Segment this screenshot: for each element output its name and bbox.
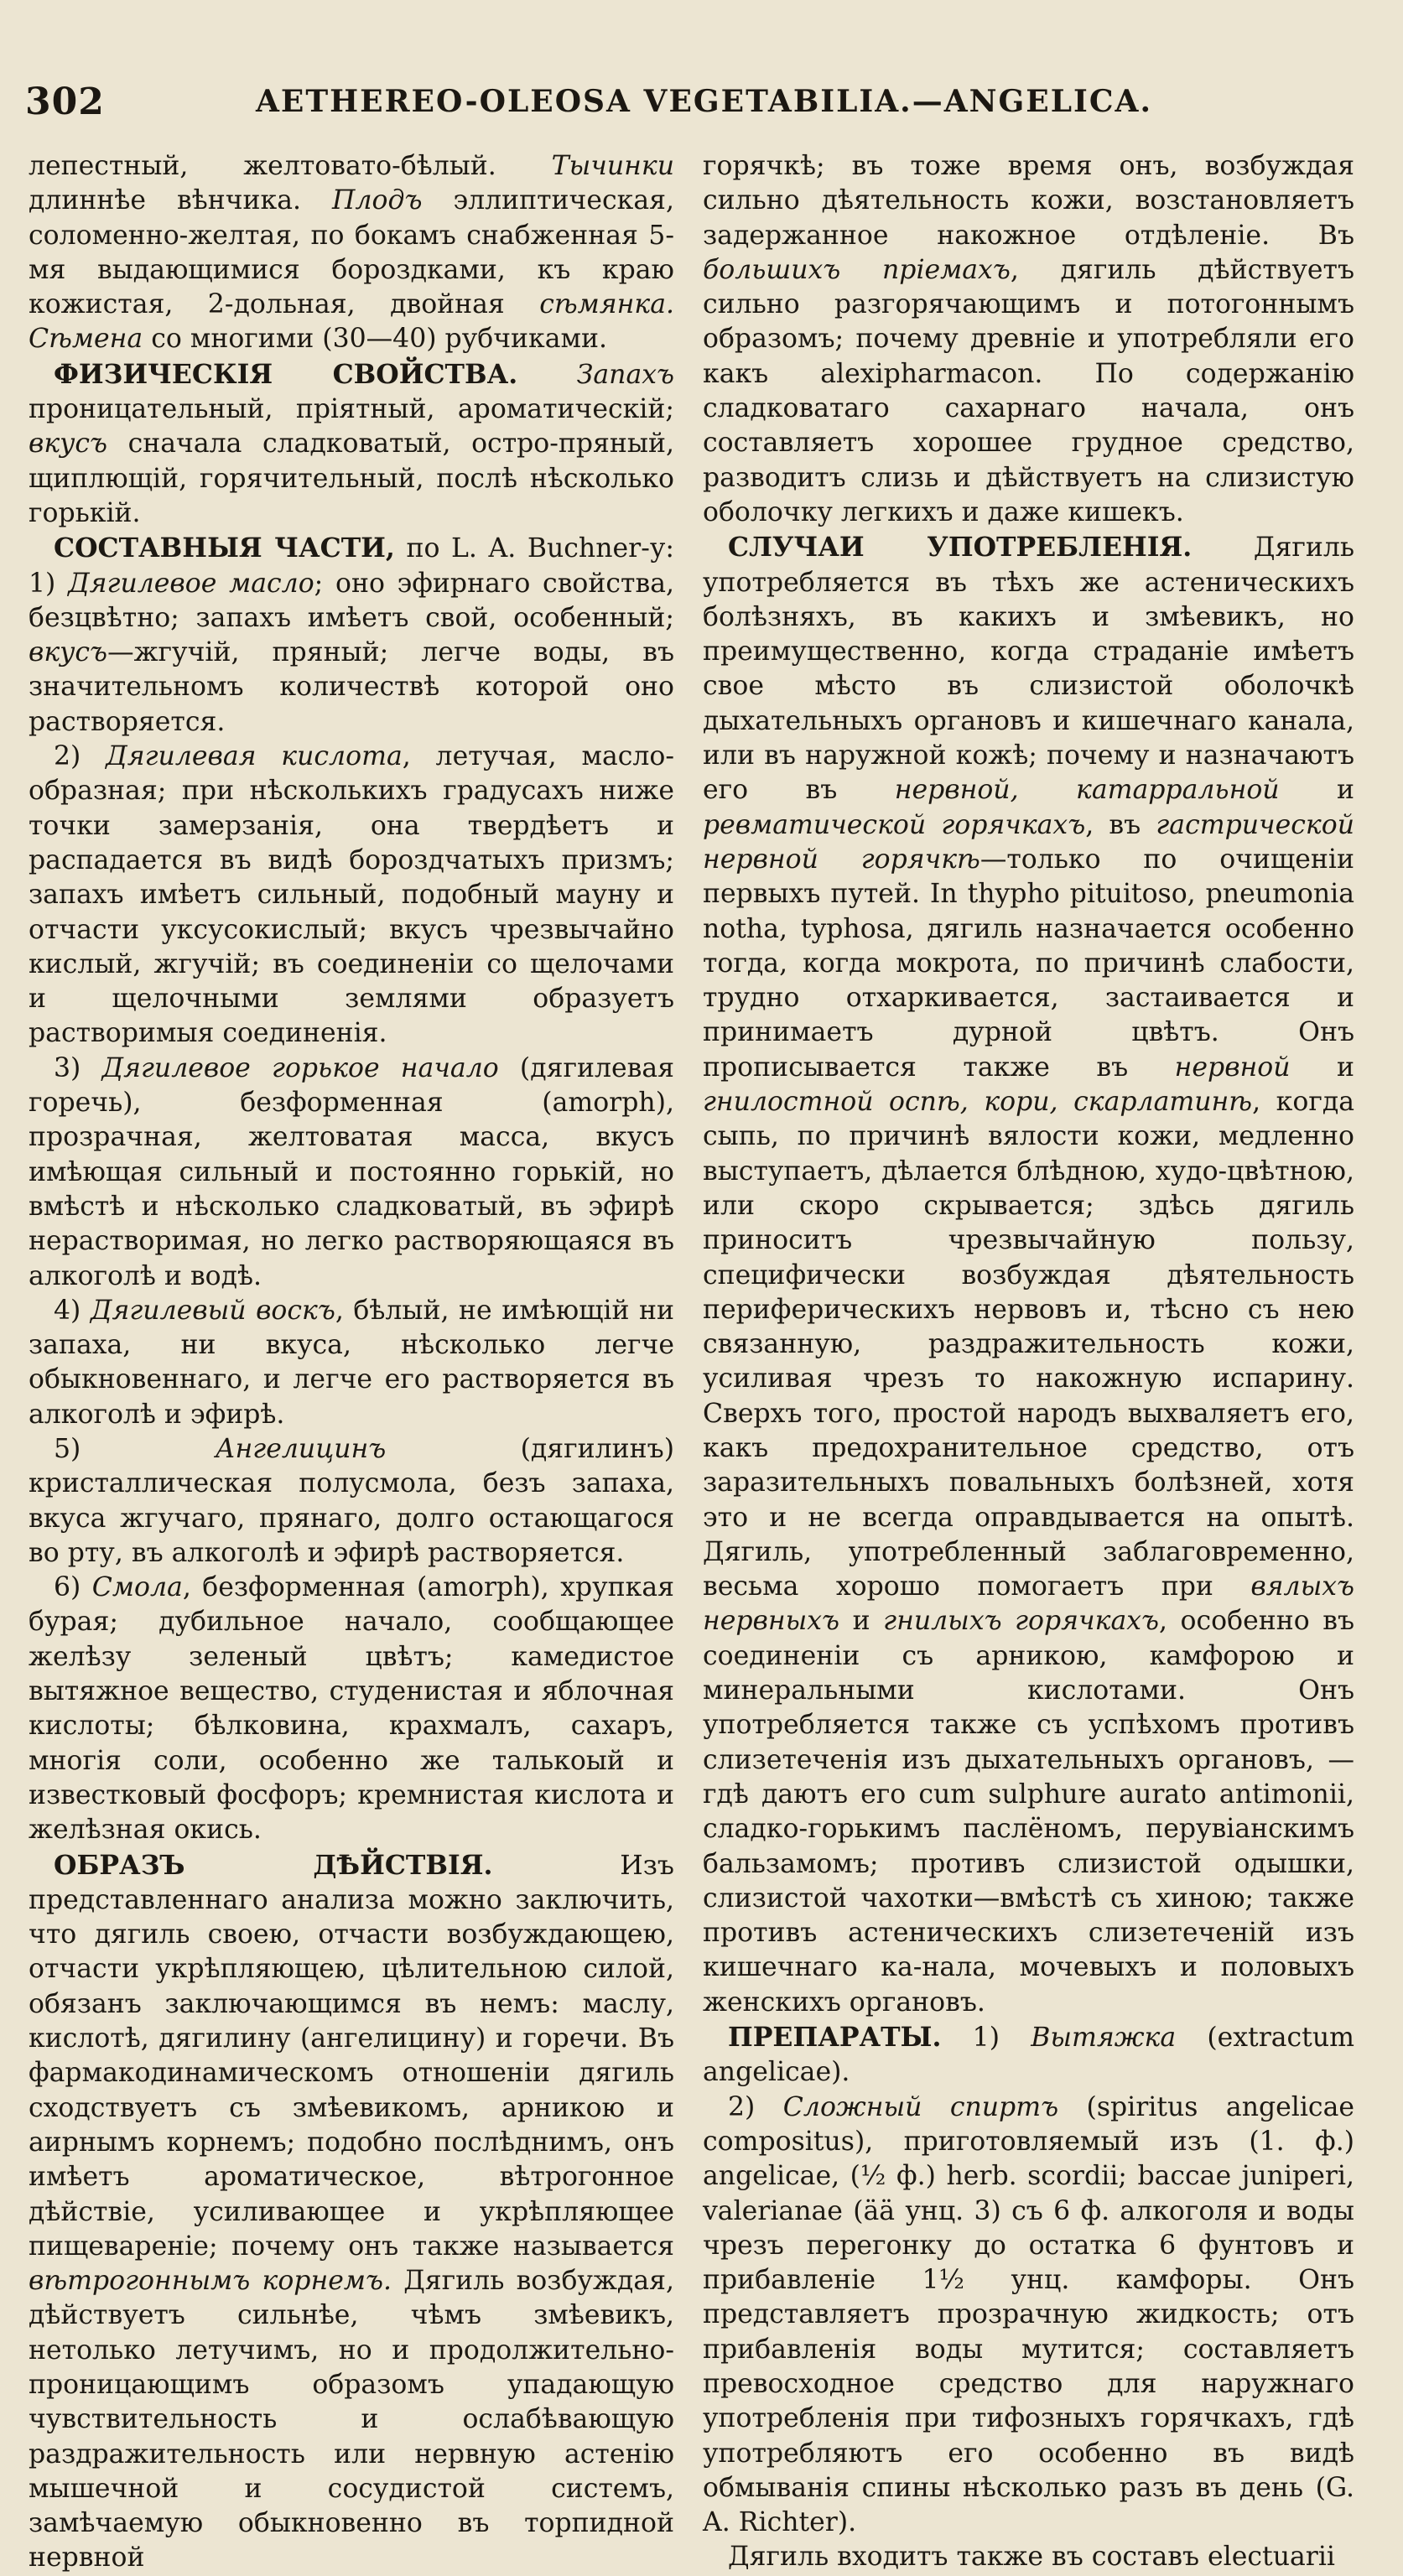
text-run: Дягиль возбуждая, дѣйствуетъ сильнѣе, чѣмъ змѣевикъ, нетолько летучимъ, но и продолжительно-проницающимъ образомъ упадающую чувствительность и ослабѣвающую раздражительность или нервную астенію мышечной и сосудистой системъ, замѣчаемую обыкновенно въ торпидной нервной xyxy=(29,2266,674,2573)
emphasis-text: Дягилевый воскъ xyxy=(90,1295,335,1326)
text-run: , безформенная (amorph), хрупкая бурая; дубильное начало, сообщающее желѣзу зеленый цвѣтъ; камедистое вытяжное вещество, студенистая и яблочная кислоты; бѣлковина, крахмалъ, сахаръ, многія соли, особенно же талькоый и известковый фосфоръ; кремнистая кислота и желѣзная окись. xyxy=(29,1572,675,1846)
emphasis-text: Плодъ xyxy=(332,185,423,216)
text-run xyxy=(517,360,577,390)
emphasis-text: Сложный спиртъ xyxy=(782,2091,1059,2122)
paragraph xyxy=(29,149,674,357)
text-run: и xyxy=(839,1606,884,1637)
paragraph xyxy=(29,1294,674,1432)
emphasis-text: вкусъ xyxy=(29,428,108,460)
page-number: 302 xyxy=(25,80,105,123)
emphasis-text: ревматической горячкахъ xyxy=(703,809,1086,840)
text-run: эллиптическая, соломенно-желтая, по бокамъ снабженная 5-мя выдающимися бороздками, къ краю кожистая, 2-дольная, двойная xyxy=(29,185,674,320)
text-run: и xyxy=(1290,1052,1354,1083)
text-run: , летучая, масло-образная; при нѣсколькихъ градусахъ ниже точки замерзанія, она твердѣетъ и распадается въ видѣ бороздчатыхъ призмъ; запахъ имѣетъ сильный, подобный мауну и отчасти уксусокислый; вкусъ чрезвычайно кислый, жгучій; въ соединеніи со щелочами и щелочными землями образуетъ растворимыя соединенія. xyxy=(29,741,675,1049)
emphasis-text: сѣмянка. xyxy=(539,289,674,320)
text-run: , въ xyxy=(1085,809,1156,840)
left-column xyxy=(29,149,674,2576)
emphasis-text: гнилостной оспѣ, кори, скарлатинѣ xyxy=(703,1087,1253,1118)
emphasis-text: вкусъ xyxy=(29,637,108,668)
emphasis-text: Ангелицинъ xyxy=(215,1433,387,1464)
text-run: —только по очищеніи первыхъ путей. In thypho pituitoso, pneumonia notha, typhosa, дягиль назначается особенно тогда, когда мокрота, по причинѣ слабости, трудно отхаркивается, застаивается и принимаетъ дурной цвѣтъ. Онъ прописывается также въ xyxy=(703,844,1355,1083)
paragraph xyxy=(29,1052,674,1294)
paragraph xyxy=(29,740,674,1052)
paragraph xyxy=(29,531,674,740)
emphasis-text: Смола xyxy=(91,1572,183,1603)
running-title: AETHEREO-OLEOSA VEGETABILIA.—ANGELICA. xyxy=(256,84,1153,119)
emphasis-text: вѣтрогоннымъ корнемъ. xyxy=(29,2266,392,2297)
text-run: , когда сыпь, по причинѣ вялости кожи, медленно выступаетъ, дѣлается блѣдною, худо-цвѣтною, или скоро скрывается; здѣсь дягиль приноситъ чрезвычайную пользу, специфически возбуждая дѣятельность периферическихъ нервовъ и, тѣсно съ нею связанную, раздражительность кожи, усиливая чрезъ то накожную испарину. Сверхъ того, простой народъ выхваляетъ его, какъ предохранительное средство, отъ заразительныхъ повальныхъ болѣзней, хотя это и не всегда оправдывается на опытѣ. Дягиль, употребленный заблаговременно, весьма хорошо помогаетъ при xyxy=(703,1087,1354,1602)
emphasis-text: нервной xyxy=(1174,1052,1291,1083)
text-run: (spiritus angelicae compositus), приготовляемый изъ (1. ф.) angelicae, (½ ф.) herb. scordii; baccae juniperi, valerianae (ää унц. 3) съ 6 ф. алкоголя и воды чрезъ перегонку до остатка 6 фунтовъ и прибавленіе 1½ унц. камфоры. Онъ представляетъ прозрачную жидкость; отъ прибавленія воды мутится; составляетъ превосходное средство для наружнаго употребленія при тифозныхъ горячкахъ, гдѣ употребляютъ его особенно въ видѣ обмыванія спины нѣсколько разъ въ день (G. A. Richter). xyxy=(703,2091,1354,2538)
section-heading: ФИЗИЧЕСКІЯ СВОЙСТВА. xyxy=(54,358,518,390)
text-run: со многими (30—40) рубчиками. xyxy=(143,324,608,355)
text-run: Изъ представленнаго анализа можно заключить, что дягиль своею, отчасти возбуждающею, отчасти укрѣпляющею, цѣлительною силой, обязанъ заключающимся въ немъ: маслу, кислотѣ, дягилину (ангелицину) и горечи. Въ фармакодинамическомъ отношеніи дягиль сходствуетъ съ змѣевикомъ, арникою и аирнымъ корнемъ; подобно послѣднимъ, онъ имѣетъ ароматическое, вѣтрогонное дѣйствіе, усиливающее и укрѣпляющее пищевареніе; почему онъ также называется xyxy=(29,1850,674,2262)
text-run: 6) xyxy=(54,1572,92,1603)
text-run: 3) xyxy=(54,1052,102,1083)
emphasis-text: гастрической нервной горячкѣ xyxy=(703,809,1354,875)
text-run: и xyxy=(1279,775,1354,806)
text-run: 5) xyxy=(54,1433,216,1464)
text-run: лепестный, желтовато-бѣлый. xyxy=(29,151,552,181)
text-run: 1) xyxy=(941,2023,1031,2054)
text-run: 2) xyxy=(728,2091,783,2122)
text-run: , особенно въ соединеніи съ арникою, камфорою и минеральными кислотами. Онъ употребляется также съ успѣхомъ противъ слизетеченія изъ дыхательныхъ органовъ, — гдѣ даютъ его cum sulphure aurato antimonii, сладко-горькимъ паслёномъ, перувіанскимъ бальзамомъ; противъ слизистой одышки, слизистой чахотки—вмѣстѣ съ хиною; также противъ астеническихъ слизетеченій изъ кишечнаго ка-нала, мочевыхъ и половыхъ женскихъ органовъ. xyxy=(703,1606,1354,2018)
text-run: длиннѣе вѣнчика. xyxy=(29,185,333,216)
text-run: ; оно эфирнаго свойства, безцвѣтно; запахъ имѣетъ свой, особенный; xyxy=(29,568,674,633)
emphasis-text: гнилыхъ горячкахъ xyxy=(883,1606,1159,1637)
text-run: Дягиль входитъ также въ составъ electuarii xyxy=(728,2542,1335,2573)
emphasis-text: Запахъ xyxy=(576,359,674,390)
section-heading: СОСТАВНЫЯ ЧАСТИ, xyxy=(54,532,395,564)
text-run: (extractum angelicae). xyxy=(703,2023,1354,2088)
section-heading: СЛУЧАИ УПОТРЕБЛЕНІЯ. xyxy=(728,532,1193,564)
paragraph xyxy=(703,2540,1354,2574)
section-heading: ПРЕПАРАТЫ. xyxy=(728,2022,942,2054)
emphasis-text: Дягилевая кислота xyxy=(106,741,403,772)
text-run: , дягиль дѣйствуетъ сильно разгорячающимъ и потогоннымъ образомъ; почему древніе и употребляли его какъ alexipharmacon. По содержанію сладковатаго сахарнаго начала, онъ составляетъ хорошее грудное средство, разводитъ слизь и дѣйствуетъ на слизистую оболочку легкихъ и даже кишекъ. xyxy=(703,254,1355,527)
paragraph xyxy=(703,2020,1354,2090)
paragraph xyxy=(703,149,1354,530)
emphasis-text: Дягилевое горькое начало xyxy=(101,1052,499,1083)
right-column xyxy=(703,149,1354,2575)
emphasis-text: Вытяжка xyxy=(1031,2023,1177,2054)
emphasis-text: большихъ пріемахъ xyxy=(703,254,1011,285)
emphasis-text: вялыхъ нервныхъ xyxy=(703,1571,1354,1637)
text-run: по L. A. Buchner-у: 1) xyxy=(29,533,674,599)
text-run: —жгучій, пряный; легче воды, въ значительномъ количествѣ которой оно растворяется. xyxy=(29,637,674,737)
text-run: , бѣлый, не имѣющій ни запаха, ни вкуса, нѣсколько легче обыкновеннаго, и легче его растворяется въ алкоголѣ и эфирѣ. xyxy=(29,1295,675,1430)
text-run: сначала сладковатый, остро-пряный, щиплющій, горячительный, послѣ нѣсколько горькій. xyxy=(29,428,674,528)
text-run: 2) xyxy=(54,741,107,772)
text-run: (дягилевая горечь), безформенная (amorph), прозрачная, желтоватая масса, вкусъ имѣющая сильный и постоянно горькій, но вмѣстѣ и нѣсколько сладковатый, въ эфирѣ нерастворимая, но легко растворяющаяся въ алкоголѣ и водѣ. xyxy=(29,1052,675,1291)
emphasis-text: Дягилевое масло xyxy=(68,568,314,599)
paragraph xyxy=(29,357,674,531)
emphasis-text: Тычинки xyxy=(551,151,674,181)
paragraph xyxy=(29,1848,674,2576)
text-run: Дягиль употребляется въ тѣхъ же астеническихъ болѣзняхъ, въ какихъ и змѣевикъ, но преимущественно, когда страданіе имѣетъ свое мѣсто въ слизистой оболочкѣ дыхательныхъ органовъ и кишечнаго канала, или въ наружной кожѣ; почему и назначаютъ его въ xyxy=(703,532,1355,806)
text-run: проницательный, пріятный, ароматическій; xyxy=(29,394,674,425)
text-run: 4) xyxy=(54,1295,91,1326)
text-run: (дягилинъ) кристаллическая полусмола, безъ запаха, вкуса жгучаго, прянаго, долго остающагося во рту, въ алкоголѣ и эфирѣ растворяется. xyxy=(29,1433,674,1568)
paragraph xyxy=(703,2090,1354,2541)
emphasis-text: Сѣмена xyxy=(29,324,143,355)
section-heading: ОБРАЗЪ ДѢЙСТВІЯ. xyxy=(54,1849,493,1881)
paragraph xyxy=(703,530,1354,2020)
paragraph xyxy=(29,1432,674,1571)
emphasis-text: нервной, катарральной xyxy=(894,775,1280,806)
text-run: горячкѣ; въ тоже время онъ, возбуждая сильно дѣятельность кожи, возстановляетъ задержанное накожное отдѣленіе. Въ xyxy=(703,151,1354,251)
paragraph xyxy=(29,1571,674,1847)
